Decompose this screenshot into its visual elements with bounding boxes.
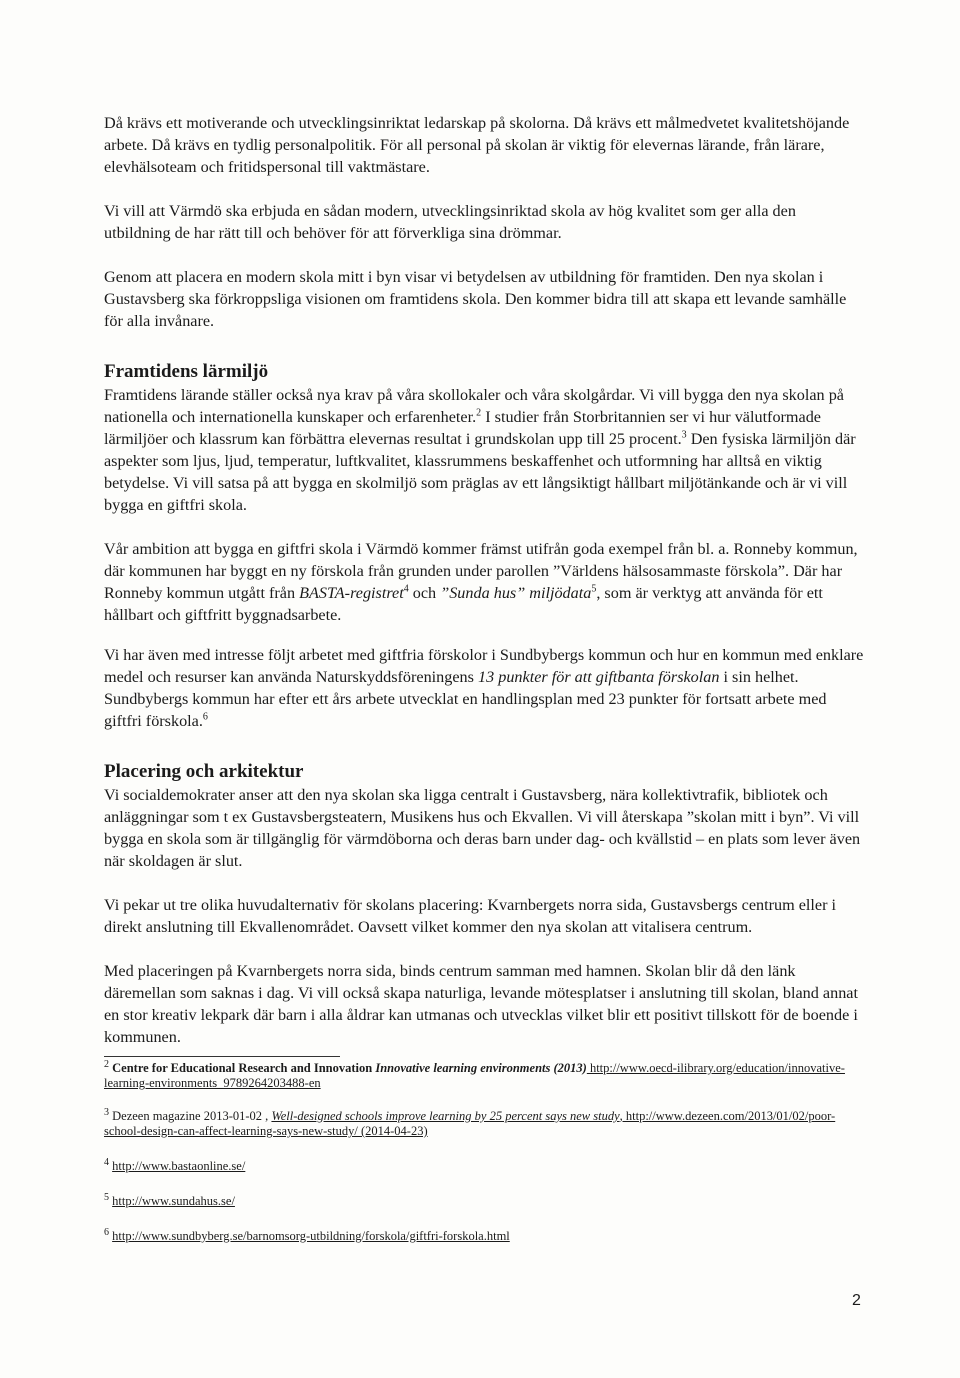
page-number: 2: [852, 1292, 861, 1309]
paragraph-ronneby: Vår ambition att bygga en giftfri skola i Värmdö kommer främst utifrån goda exempel från bl. a. Ronneby kommun, där kommunen har byggt en ny förskola från grunden under parollen ”Världens hälsosammaste förskola”. Där har Ronneby kommun utgått från BASTA-registret$^4$ och ”Sunda hus” miljödata$^5$, som är verktyg att använda för ett hållbart och giftfritt byggnadsarbete.: [104, 540, 858, 624]
footnote-6-link[interactable]: http://www.sundbyberg.se/barnomsorg-utbildning/forskola/giftfri-forskola.html: [112, 1229, 510, 1243]
footnote-2: $^2$ Centre for Educational Research and Innovation Innovative learning environments (2013) http://www.oecd-ilibrary.org/education/innovative-learning-environments_9789264203488-en: [104, 1058, 845, 1090]
footnote-ref-5: 5: [591, 583, 597, 595]
paragraph-leadership: Då krävs ett motiverande och utvecklingsinriktat ledarskap på skolorna. Då krävs ett målmedvetet kvalitetshöjande arbete. Då krävs en tydlig personalpolitik. För all personal på skolan är viktig för elevernas lärande, från lärare, elevhälsoteam och fritidspersonal till vaktmästare.: [104, 114, 850, 176]
paragraph-kvarnberget: Med placeringen på Kvarnbergets norra sida, binds centrum samman med hamnen. Skolan blir då den länk däremellan som saknas i dag. Vi vill också skapa naturliga, levande mötesplatser i anslutning till skolan, bland annat en stor kreativ lekpark där barn i alla åldrar kan utmanas och utvecklas vilket blir ett positivt tillskott för de boende i kommunen.: [104, 962, 858, 1046]
footnote-ref-6: 6: [202, 711, 208, 723]
footnote-4-link[interactable]: http://www.bastaonline.se/: [112, 1159, 246, 1173]
document-page: [104, 112, 864, 1244]
footnote-4: $^4$ http://www.bastaonline.se/: [104, 1156, 246, 1173]
footnote-divider: [104, 1056, 340, 1057]
paragraph-modern-school: Genom att placera en modern skola mitt i byn visar vi betydelsen av utbildning för framtiden. Den nya skolan i Gustavsberg ska förkroppsliga visionen om framtidens skola. Den kommer bidra till att skapa ett levande samhälle för alla invånare.: [104, 268, 847, 330]
footnote-2-link[interactable]: http://www.oecd-ilibrary.org/education/innovative-learning-environments_9789264203488-en: [104, 1061, 845, 1090]
paragraph-sundbyberg: Vi har även med intresse följt arbetet med giftfria förskolor i Sundbybergs kommun och hur en kommun med enklare medel och resurser kan använda Naturskyddsföreningens 13 punkter för att giftbanta förskolan i sin helhet. Sundbybergs kommun har efter ett års arbete utvecklat en handlingsplan med 23 punkter för fortsatt arbete med giftfri förskola.$^6$: [104, 646, 864, 730]
footnote-3-link[interactable]: , http://www.dezeen.com/2013/01/02/poor-school-design-can-affect-learning-says-new-study/ (2014-04-23): [104, 1109, 836, 1138]
heading-placement: Placering och arkitektur: [104, 761, 304, 782]
paragraph-alternatives: Vi pekar ut tre olika huvudalternativ för skolans placering: Kvarnbergets norra sida, Gustavsbergs centrum eller i direkt anslutning till Ekvallenområdet. Oavsett vilket kommer den nya skolan att vitalisera centrum.: [104, 896, 837, 936]
footnote-5-link[interactable]: http://www.sundahus.se/: [112, 1194, 235, 1208]
footnote-ref-2: 2: [476, 407, 482, 419]
footnote-6: $^6$ http://www.sundbyberg.se/barnomsorg-utbildning/forskola/giftfri-forskola.html: [104, 1226, 510, 1243]
footnote-3: $^3$ Dezeen magazine 2013-01-02 , Well-designed schools improve learning by 25 percent says new study, http://www.dezeen.com/2013/01/02/poor-school-design-can-affect-learning-says-new-study/ (2014-04-23): [104, 1106, 836, 1138]
footnote-ref-4: 4: [403, 583, 409, 595]
footnote-ref-3: 3: [681, 429, 687, 441]
heading-learning-environment: Framtidens lärmiljö: [104, 361, 269, 382]
paragraph-vision: Vi vill att Värmdö ska erbjuda en sådan modern, utvecklingsinriktad skola av hög kvalitet som ger alla den utbildning de har rätt till och behöver för att förverkliga sina drömmar.: [104, 202, 796, 242]
footnote-5: $^5$ http://www.sundahus.se/: [104, 1191, 235, 1208]
paragraph-central-location: Vi socialdemokrater anser att den nya skolan ska ligga centralt i Gustavsberg, nära kollektivtrafik, bibliotek och anläggningar som t ex Gustavsbergsteatern, Musikens hus och Ekvallen. Vi vill återskapa ”skolan mitt i byn”. Vi vill bygga en skola som är tillgänglig för värmdöborna och deras barn under dag- och kvällstid – en plats som lever även när skoldagen är slut.: [104, 786, 861, 870]
paragraph-learning-environment: Framtidens lärande ställer också nya krav på våra skollokaler och våra skolgårdar. Vi vill bygga den nya skolan på nationella och internationella kunskaper och erfarenheter.$^2$ I studier från Storbritannien ser vi hur välutformade lärmiljöer och klassrum kan förbättra elevernas resultat i grundskolan upp till 25 procent.$^3$ Den fysiska lärmiljön där aspekter som ljus, ljud, temperatur, luftkvalitet, klassrummens beskaffenhet och utformning har alltså en viktig betydelse. Vi vill satsa på att bygga en skolmiljö som präglas av ett långsiktigt hållbart miljötänkande och är vi vill bygga en giftfri skola.: [104, 386, 856, 514]
